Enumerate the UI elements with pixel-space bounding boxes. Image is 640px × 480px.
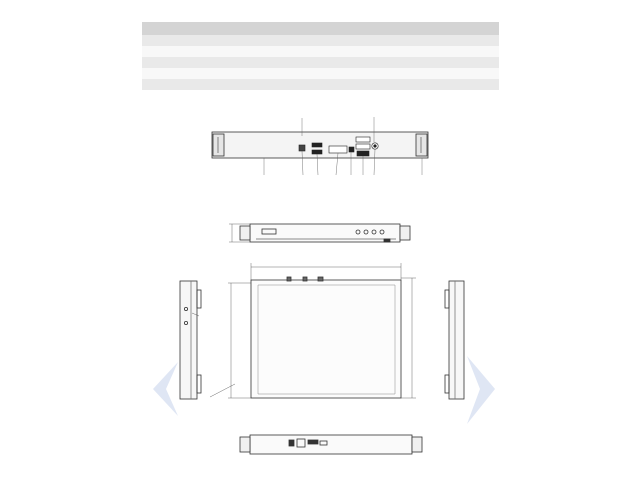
top-view-drawing: [251, 277, 401, 398]
mount-note-leader: [210, 384, 235, 397]
front-view-drawing: [240, 224, 410, 242]
left-side-view: [180, 281, 201, 399]
width-dimension: [251, 263, 401, 280]
bottom-rear-view: [240, 435, 422, 454]
right-side-view: [445, 281, 464, 399]
left-watermark-arrow: [153, 362, 178, 416]
right-watermark-arrow: [467, 356, 495, 424]
